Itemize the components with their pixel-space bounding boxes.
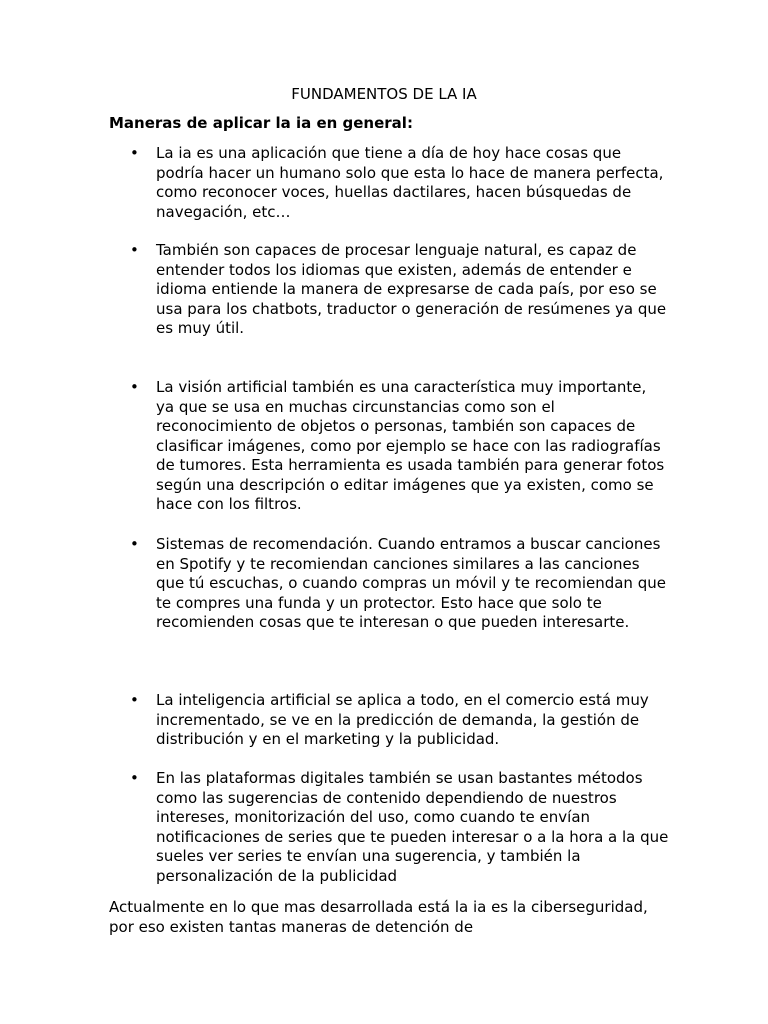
list-item	[109, 535, 669, 633]
list-item	[109, 241, 669, 339]
closing-paragraph: Actualmente en lo que mas desarrollada está la ia es la ciberseguridad, por eso existen tantas maneras de detención de	[109, 898, 648, 936]
bullet-icon: •	[130, 241, 139, 259]
bullet-icon: •	[130, 769, 139, 787]
section-heading: Maneras de aplicar la ia en general:	[109, 114, 413, 132]
list-item	[109, 769, 669, 886]
bullet-icon: •	[130, 378, 139, 396]
list-item-text: También son capaces de procesar lenguaje natural, es capaz de entender todos los idiomas que existen, además de entender e idioma entiende la manera de expresarse de cada país, por eso se usa para los chatbots, traductor o generación de resúmenes ya que es muy útil.	[156, 241, 667, 337]
list-item-text: La inteligencia artificial se aplica a todo, en el comercio está muy incrementado, se ve en la predicción de demanda, la gestión de distribución y en el marketing y la publicidad.	[156, 691, 649, 748]
list-item-text: La ia es una aplicación que tiene a día de hoy hace cosas que podría hacer un humano solo que esta lo hace de manera perfecta, como reconocer voces, huellas dactilares, hacen búsquedas de navegación, etc…	[156, 144, 664, 221]
bullet-icon: •	[130, 535, 139, 553]
bullet-icon: •	[130, 691, 139, 709]
list-item-text: La visión artificial también es una característica muy importante, ya que se usa en muchas circunstancias como son el reconocimiento de objetos o personas, también son capaces de clasificar imágenes, como por ejemplo se hace con las radiografías de tumores. Esta herramienta es usada también para generar fotos según una descripción o editar imágenes que ya existen, como se hace con los filtros.	[156, 378, 665, 513]
list-item-text: Sistemas de recomendación. Cuando entramos a buscar canciones en Spotify y te recomiendan canciones similares a las canciones que tú escuchas, o cuando compras un móvil y te recomiendan que te compres una funda y un protector. Esto hace que solo te recomienden cosas que te interesan o que pueden interesarte.	[156, 535, 666, 631]
list-item-text: En las plataformas digitales también se usan bastantes métodos como las sugerencias de contenido dependiendo de nuestros intereses, monitorización del uso, como cuando te envían notificaciones de series que te pueden interesar o a la hora a la que sueles ver series te envían una sugerencia, y también la personalización de la publicidad	[156, 769, 669, 885]
page-title: FUNDAMENTOS DE LA IA	[291, 85, 477, 103]
bullet-icon: •	[130, 144, 139, 162]
list-item	[109, 378, 669, 515]
list-item	[109, 144, 669, 222]
list-item	[109, 691, 669, 750]
